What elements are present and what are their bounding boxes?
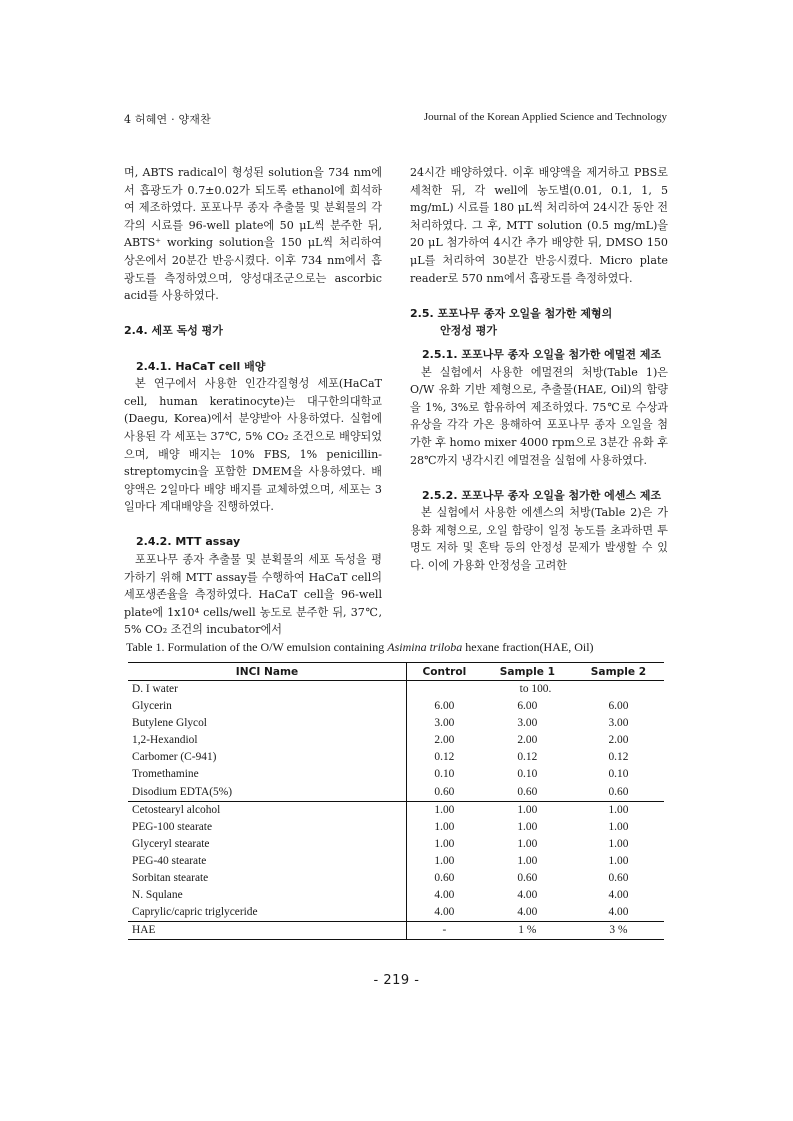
- table-row: [128, 715, 664, 732]
- table-row: [128, 819, 664, 836]
- right-column: [410, 164, 668, 575]
- caption-species: Asimina triloba: [387, 640, 463, 654]
- subsection-heading: 2.5.1. 포포나무 종자 오일을 첨가한 에멀젼 제조: [422, 347, 662, 361]
- ingredient-value: 0.60: [608, 872, 629, 885]
- table-row: [128, 698, 664, 715]
- table-caption: [126, 640, 671, 655]
- ingredient-value: 1.00: [573, 801, 664, 819]
- ingredient-name: Disodium EDTA(5%): [128, 784, 407, 802]
- ingredient-name: PEG-40 stearate: [128, 853, 407, 870]
- table-row: [128, 749, 664, 766]
- ingredient-value: 1.00: [434, 837, 455, 850]
- table-row: [128, 904, 664, 922]
- paragraph: 며, ABTS radical이 형성된 solution을 734 nm에서 흡광도가 0.7±0.02가 되도록 ethanol에 희석하여 제조하였다. 포포나무 종자 추출물 및 분획물의 각각의 시료를 96-well plate에 50 μL씩 분주한 뒤, ABTS⁺ working solution을 150 μL씩 처리하여 상온에서 20분간 반응시켰다. 이후 734 nm에서 흡광도를 측정하였으며, 양성대조군으로는 ascorbic acid를 사용하였다.: [124, 166, 382, 303]
- ingredient-value: to 100.: [519, 683, 552, 695]
- running-header-author: 4 허혜연 · 양재찬: [124, 113, 211, 126]
- ingredient-value: 3 %: [573, 922, 664, 940]
- ingredient-value: 2.00: [608, 734, 629, 747]
- caption-suffix: hexane fraction(HAE, Oil): [462, 640, 594, 654]
- header-sample-1: Sample 1: [482, 663, 573, 681]
- paragraph: 포포나무 종자 추출물 및 분획물의 세포 독성을 평가하기 위해 MTT assay를 수행하여 HaCaT cell의 세포생존율을 측정하였다. HaCaT cell을 96-well plate에 1x10⁴ cells/well 농도로 분주한 뒤, 37℃, 5% CO₂ 조건의 incubator에서: [124, 553, 382, 637]
- section-heading-continued: 안정성 평가: [440, 324, 497, 338]
- ingredient-name: Carbomer (C-941): [128, 749, 407, 766]
- ingredient-value: 0.12: [434, 751, 455, 764]
- ingredient-value: 0.60: [517, 872, 538, 885]
- ingredient-value: 4.00: [517, 906, 538, 919]
- ingredient-name: Sorbitan stearate: [128, 870, 407, 887]
- subsection-heading: 2.4.1. HaCaT cell 배양: [136, 359, 266, 373]
- ingredient-value: 4.00: [608, 889, 629, 902]
- ingredient-value: 4.00: [517, 889, 538, 902]
- ingredient-value: 0.60: [434, 872, 455, 885]
- ingredient-value: 1.00: [482, 801, 573, 819]
- ingredient-value: 0.60: [517, 785, 538, 798]
- ingredient-name: Caprylic/capric triglyceride: [128, 904, 407, 922]
- ingredient-value: 1.00: [407, 801, 482, 819]
- table-row: [128, 766, 664, 783]
- ingredient-name: PEG-100 stearate: [128, 819, 407, 836]
- table-row: [128, 922, 664, 940]
- ingredient-value: 0.12: [608, 751, 629, 764]
- ingredient-name: HAE: [128, 922, 407, 940]
- header-inci-name: INCI Name: [128, 663, 407, 681]
- ingredient-name: Butylene Glycol: [128, 715, 407, 732]
- ingredient-value: 6.00: [517, 700, 538, 713]
- ingredient-value: 2.00: [517, 734, 538, 747]
- ingredient-value: 0.60: [608, 785, 629, 798]
- table-row: [128, 784, 664, 802]
- header-control: Control: [407, 663, 482, 681]
- ingredient-value: 6.00: [434, 700, 455, 713]
- caption-prefix: Table 1. Formulation of the O/W emulsion containing: [126, 640, 388, 654]
- ingredient-value: 2.00: [434, 734, 455, 747]
- ingredient-name: Glyceryl stearate: [128, 836, 407, 853]
- ingredient-value: 0.10: [517, 768, 538, 781]
- table-row: [128, 836, 664, 853]
- ingredient-value: 3.00: [434, 717, 455, 730]
- ingredient-value: 4.00: [434, 906, 455, 919]
- ingredient-value: 0.10: [434, 768, 455, 781]
- paragraph: 24시간 배양하였다. 이후 배양액을 제거하고 PBS로 세척한 뒤, 각 well에 농도별(0.01, 0.1, 1, 5 mg/mL) 시료를 180 μL씩 처리하여 24시간 동안 전처리하였다. 그 후, MTT solution (0.5 mg/mL)을 20 μL 첨가하여 4시간 추가 배양한 뒤, DMSO 150 μL를 처리하여 30분간 반응시켰다. Micro plate reader로 570 nm에서 흡광도를 측정하였다.: [410, 166, 668, 285]
- table-row: [128, 853, 664, 870]
- ingredient-value: 1 %: [482, 922, 573, 940]
- ingredient-value: 1.00: [434, 820, 455, 833]
- header-sample-2: Sample 2: [573, 663, 664, 681]
- ingredient-name: D. I water: [128, 681, 407, 699]
- ingredient-name: Glycerin: [128, 698, 407, 715]
- formulation-table: [128, 662, 664, 940]
- ingredient-value: 1.00: [608, 820, 629, 833]
- page-number: - 219 -: [373, 973, 420, 988]
- ingredient-value: 0.60: [434, 785, 455, 798]
- table-row: [128, 681, 664, 699]
- ingredient-value: 1.00: [517, 854, 538, 867]
- ingredient-value: 6.00: [608, 700, 629, 713]
- running-header-journal: Journal of the Korean Applied Science and Technology: [423, 111, 667, 123]
- table-row: [128, 870, 664, 887]
- ingredient-value: 0.12: [517, 751, 538, 764]
- ingredient-value: 1.00: [434, 854, 455, 867]
- ingredient-name: 1,2-Hexandiol: [128, 732, 407, 749]
- section-heading: 2.4. 세포 독성 평가: [124, 324, 223, 338]
- ingredient-value: 3.00: [517, 717, 538, 730]
- left-column: [124, 164, 382, 639]
- ingredient-name: Tromethamine: [128, 766, 407, 783]
- ingredient-value: 0.10: [608, 768, 629, 781]
- ingredient-value: 1.00: [608, 854, 629, 867]
- ingredient-value: 4.00: [608, 906, 629, 919]
- subsection-heading: 2.4.2. MTT assay: [136, 535, 241, 549]
- ingredient-value: 1.00: [608, 837, 629, 850]
- section-heading: 2.5. 포포나무 종자 오일을 첨가한 제형의: [410, 306, 613, 320]
- ingredient-name: N. Squlane: [128, 887, 407, 904]
- ingredient-value: 1.00: [517, 820, 538, 833]
- ingredient-value: 1.00: [517, 837, 538, 850]
- ingredient-value: 3.00: [608, 717, 629, 730]
- table-row: [128, 887, 664, 904]
- paragraph: 본 연구에서 사용한 인간각질형성 세포(HaCaT cell, human keratinocyte)는 대구한의대학교(Daegu, Korea)에서 분양받아 사용하였다. 실험에 사용된 각 세포는 37℃, 5% CO₂ 조건으로 배양되었으며, 배양 배지는 10% FBS, 1% penicillin-streptomycin을 포함한 DMEM을 사용하였다. 배양액은 2일마다 배양 배지를 교체하였으며, 세포는 3일마다 계대배양을 진행하였다.: [124, 377, 382, 514]
- ingredient-name: Cetostearyl alcohol: [128, 801, 407, 819]
- table-row: [128, 732, 664, 749]
- ingredient-value: 4.00: [434, 889, 455, 902]
- subsection-heading: 2.5.2. 포포나무 종자 오일을 첨가한 에센스 제조: [422, 488, 662, 502]
- table-row: [128, 801, 664, 819]
- table-header-row: [128, 663, 664, 681]
- paragraph: 본 실험에서 사용한 에센스의 처방(Table 2)은 가용화 제형으로, 오일 함량이 일정 농도를 초과하면 투명도 저하 및 혼탁 등의 안정성 문제가 발생할 수 있다. 이에 가용화 안정성을 고려한: [410, 506, 668, 573]
- ingredient-value: -: [407, 922, 482, 940]
- paragraph: 본 실험에서 사용한 에멀젼의 처방(Table 1)은 O/W 유화 기반 제형으로, 추출물(HAE, Oil)의 함량을 1%, 3%로 함유하여 제조하였다. 75℃로 수상과 유상을 각각 가온 용해하여 포포나무 종자 오일을 첨가한 후 homo mixer 4000 rpm으로 3분간 유화 후 28℃까지 냉각시킨 에멀젼을 실험에 사용하였다.: [410, 365, 668, 467]
